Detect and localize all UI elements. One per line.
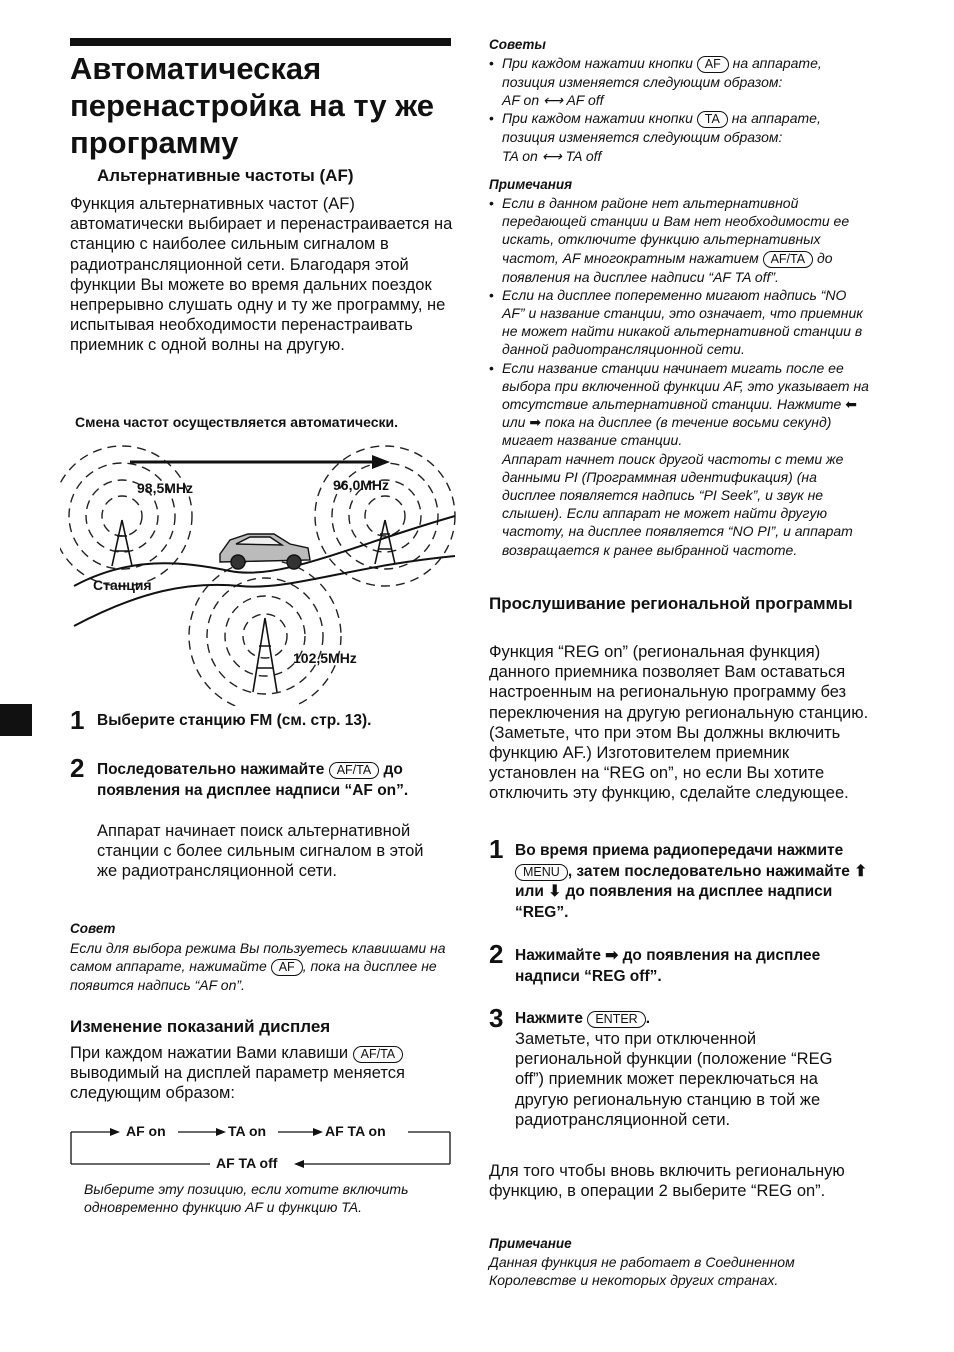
section-tab-marker bbox=[0, 704, 32, 736]
step-number: 2 bbox=[70, 753, 85, 783]
right-arrow-icon: ➡ bbox=[605, 947, 619, 964]
list-item: • Если название станции начинает мигать после ее выбора при включенной функции AF, это указывает на отсутствие альтернативной станции. Нажмите ⬅ или ➡ пока на дисплее (в течение восьми секунд) мигает название станции. Аппарат начнет поиск другой частоты с теми же данными PI (Программная идентификация) (на дисплее появляется надпись “PI Seek”, и звук не слышен). Если аппарат не может найти другую частоту, на дисплее появляется “NO PI”, и аппарат возвращается к ранее выбранной частоте. bbox=[489, 359, 871, 559]
page-title: Автоматическая перенастройка на ту же программу bbox=[70, 51, 435, 160]
flow-af-ta-on: AF TA on bbox=[325, 1123, 386, 1139]
af-ta-key: AF/TA bbox=[353, 1046, 404, 1063]
step-text: Последовательно нажимайте AF/TA до появления на дисплее надписи “AF on”. bbox=[97, 761, 409, 799]
freq-label-c: 102,5MHz bbox=[293, 650, 357, 666]
flow-af-on: AF on bbox=[126, 1123, 166, 1139]
af-ta-key: AF/TA bbox=[329, 762, 380, 779]
reg-heading: Прослушивание региональной программы bbox=[489, 594, 853, 613]
step-number: 1 bbox=[70, 705, 85, 735]
bidirectional-arrow-icon: ⟷ bbox=[541, 147, 562, 164]
up-arrow-icon: ⬆ bbox=[854, 862, 868, 880]
reg-body: Функция “REG on” (региональная функция) данного приемника позволяет Вам оставаться настроенным на региональную программу без переключения на другую региональную станцию. (Заметьте, что при этом Вы должны включить функцию AF.) Изготовителем приемник установлен на “REG on”, но если Вы хотите отключить эту функцию, сделайте следующее. bbox=[489, 643, 869, 803]
list-item: • Если в данном районе нет альтернативной передающей станции и Вам нет необходимости ее искать, отключите функцию альтернативных частот, AF многократным нажатием AF/TA до появления на дисплее надписи “AF TA off”. bbox=[489, 194, 871, 286]
list-item: • Если на дисплее попеременно мигают надпись “NO AF” и название станции, это означает, что приемник не может найти никакой альтернативной станции в данной радиотрансляционной сети. bbox=[489, 286, 871, 359]
tip-text: Если для выбора режима Вы пользуетесь клавишами на самом аппарате, нажимайте AF , пока на дисплее не появится надпись “AF on”. bbox=[70, 940, 446, 994]
flow-ta-on: TA on bbox=[228, 1123, 267, 1139]
af-key: AF bbox=[697, 56, 729, 73]
flow-af-ta-off: AF TA off bbox=[216, 1155, 278, 1171]
af-heading: Альтернативные частоты (AF) bbox=[97, 166, 354, 185]
tips-list bbox=[489, 54, 869, 165]
freq-label-b: 96,0MHz bbox=[333, 477, 390, 493]
car-icon bbox=[220, 534, 310, 569]
step-detail: Заметьте, что при отключенной региональной функции (положение “REG off”) приемник может переключаться на другую региональную станцию в той же радиотрансляционной сети. bbox=[515, 1030, 833, 1129]
step-text: Нажмите ENTER . bbox=[515, 1010, 651, 1027]
notes-heading: Примечания bbox=[489, 177, 573, 192]
step-detail: Аппарат начинает поиск альтернативной станции с более сильным сигналом в этой же радиотрансляционной сети. bbox=[97, 822, 424, 881]
bidirectional-arrow-icon: ⟷ bbox=[543, 92, 564, 109]
af-key: AF bbox=[271, 959, 303, 976]
left-arrow-icon: ⬅ bbox=[845, 396, 857, 413]
tip-heading: Совет bbox=[70, 921, 116, 936]
step-text: Выберите станцию FM (см. стр. 13). bbox=[97, 712, 372, 729]
af-body: Функция альтернативных частот (AF) автоматически выбирает и перенастраивается на станцию с наиболее сильным сигналом в радиотрансляционной сети. Благодаря этой функции Вы можете во время дальних поездок непрерывно слушать одну и ту же программу, не испытывая необходимости перенастраивать приемник с одной волны на другую. bbox=[70, 195, 453, 355]
tips-heading: Советы bbox=[489, 37, 546, 52]
notes-list bbox=[489, 194, 871, 559]
right-arrow-icon: ➡ bbox=[529, 414, 542, 431]
step-number: 1 bbox=[489, 834, 504, 864]
diagram-caption: Смена частот осуществляется автоматически. bbox=[75, 414, 398, 430]
header-rule bbox=[70, 38, 451, 46]
list-item: • При каждом нажатии кнопки TA на аппарате, позиция изменяется следующим образом: TA on ⟷ TA off bbox=[489, 109, 869, 164]
list-item: • При каждом нажатии кнопки AF на аппарате, позиция изменяется следующим образом: AF on ⟷ AF off bbox=[489, 54, 869, 109]
flow-note: Выберите эту позицию, если хотите включить одновременно функцию AF и функцию TA. bbox=[84, 1181, 409, 1216]
menu-key: MENU bbox=[515, 864, 568, 881]
reenable-text: Для того чтобы вновь включить региональную функцию, в операции 2 выберите “REG on”. bbox=[489, 1162, 845, 1201]
freq-label-a: 98,5MHz bbox=[137, 480, 194, 496]
step-text: Нажимайте ➡ до появления на дисплее надписи “REG off”. bbox=[515, 947, 821, 985]
final-note-heading: Примечание bbox=[489, 1236, 572, 1251]
station-label: Станция bbox=[93, 577, 152, 593]
display-text: При каждом нажатии Вами клавиши AF/TA выводимый на дисплей параметр меняется следующим образом: bbox=[70, 1044, 405, 1103]
enter-key: ENTER bbox=[587, 1011, 645, 1028]
af-diagram bbox=[60, 436, 460, 706]
final-note-text: Данная функция не работает в Соединенном Королевстве и некоторых других странах. bbox=[489, 1254, 795, 1289]
down-arrow-icon: ⬇ bbox=[548, 883, 562, 900]
step-text: Во время приема радиопередачи нажмите MENU , затем последовательно нажимайте ⬆ или ⬇ до появления на дисплее надписи “REG”. bbox=[515, 842, 868, 921]
ta-key: TA bbox=[697, 111, 728, 128]
step-number: 3 bbox=[489, 1003, 504, 1033]
display-heading: Изменение показаний дисплея bbox=[70, 1017, 331, 1036]
step-number: 2 bbox=[489, 939, 504, 969]
af-ta-key: AF/TA bbox=[763, 251, 814, 268]
